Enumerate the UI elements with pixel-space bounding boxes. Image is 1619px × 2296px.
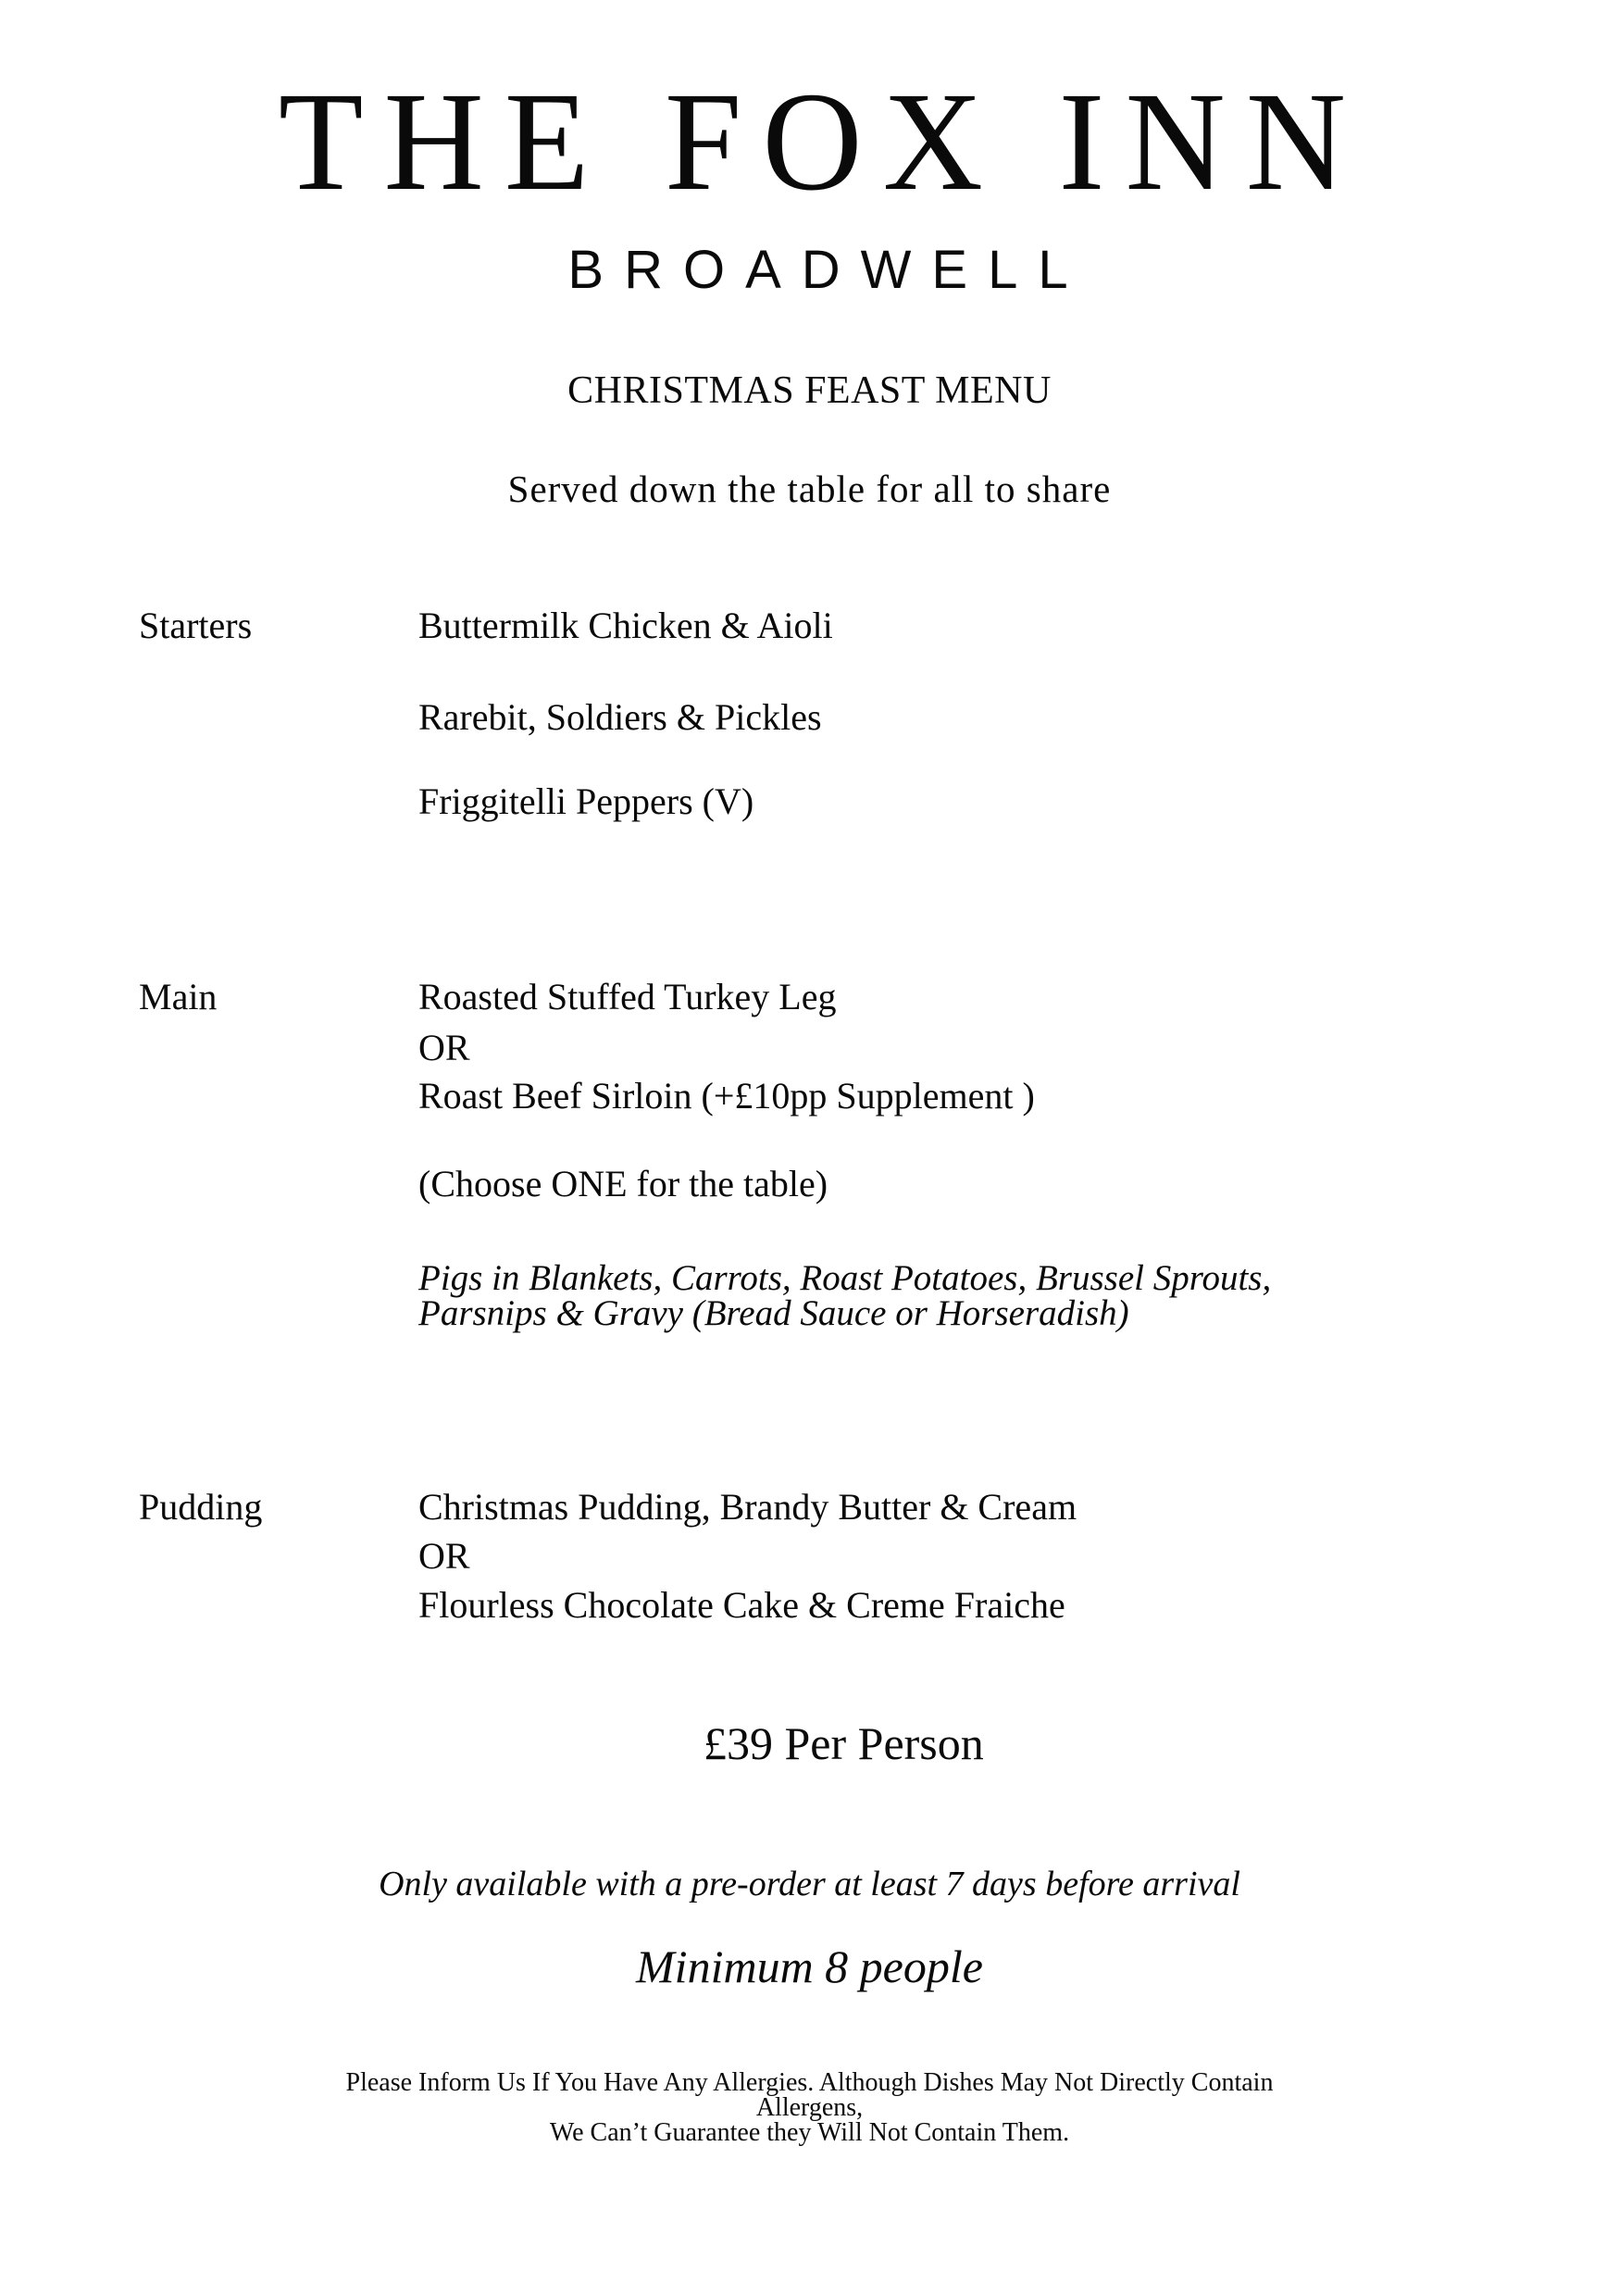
- section-label-pudding: Pudding: [139, 1486, 263, 1528]
- menu-title: CHRISTMAS FEAST MENU: [567, 369, 1052, 412]
- minimum-people: Minimum 8 people: [636, 1940, 983, 1992]
- or-separator: OR: [418, 1535, 470, 1577]
- allergy-line: Please Inform Us If You Have Any Allergies. Although Dishes May Not Directly Contain: [345, 2068, 1274, 2097]
- price-per-person: £39 Per Person: [704, 1717, 984, 1769]
- menu-item: Rarebit, Soldiers & Pickles: [418, 696, 822, 738]
- preorder-note: Only available with a pre-order at least 7 days before arrival: [379, 1865, 1240, 1903]
- allergy-notice: [0, 2070, 1619, 2145]
- section-label-main: Main: [139, 976, 218, 1017]
- choose-instruction: (Choose ONE for the table): [418, 1163, 828, 1204]
- allergy-line: Allergens,: [755, 2093, 864, 2122]
- menu-tagline: Served down the table for all to share: [507, 468, 1112, 510]
- sides-description: Parsnips & Gravy (Bread Sauce or Horseradish): [418, 1293, 1129, 1333]
- sides-description: Pigs in Blankets, Carrots, Roast Potatoes, Brussel Sprouts,: [418, 1258, 1272, 1298]
- menu-item: Friggitelli Peppers (V): [418, 780, 754, 822]
- menu-item: Flourless Chocolate Cake & Creme Fraiche: [418, 1584, 1065, 1626]
- menu-item: Christmas Pudding, Brandy Butter & Cream: [418, 1486, 1077, 1528]
- restaurant-location: BROADWELL: [567, 240, 1089, 300]
- section-label-starters: Starters: [139, 605, 253, 646]
- restaurant-name: THE FOX INN: [278, 63, 1367, 220]
- allergy-line: We Can’t Guarantee they Will Not Contain Them.: [549, 2118, 1070, 2147]
- menu-item: Roast Beef Sirloin (+£10pp Supplement ): [418, 1075, 1035, 1117]
- or-separator: OR: [418, 1027, 470, 1068]
- menu-item: Buttermilk Chicken & Aioli: [418, 605, 833, 646]
- menu-item: Roasted Stuffed Turkey Leg: [418, 976, 837, 1017]
